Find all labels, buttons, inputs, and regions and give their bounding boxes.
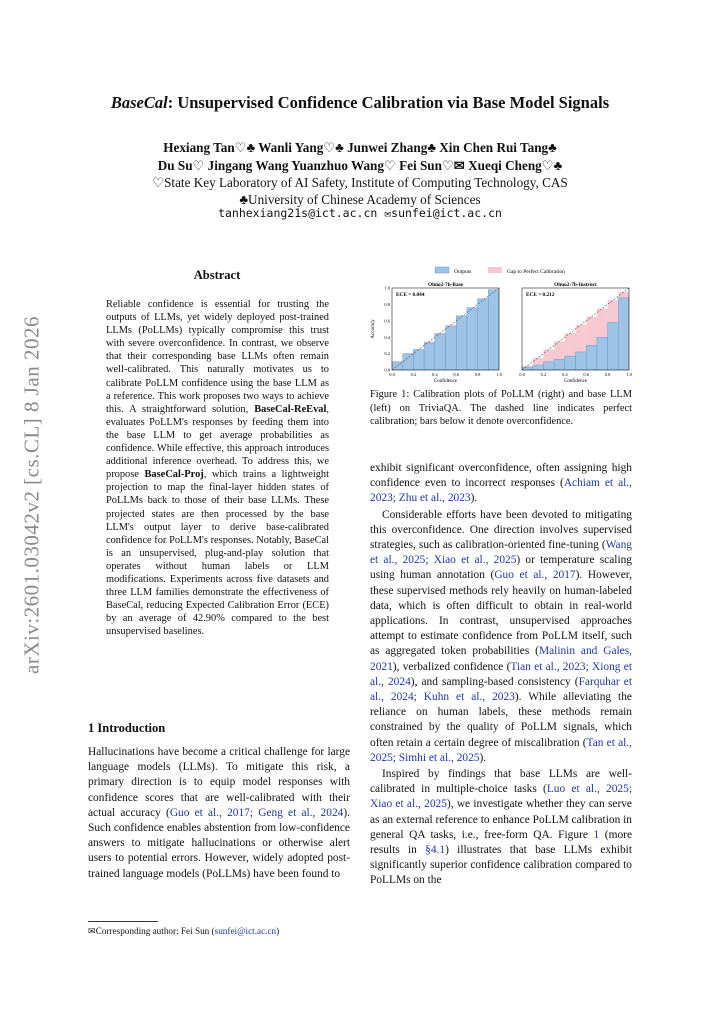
citation-link[interactable]: Achiam et al., 2023; Zhu et al., 2023 <box>370 477 632 505</box>
y-tick-label: 1.0 <box>384 285 390 291</box>
citation-link[interactable]: Guo et al., 2017 <box>494 569 576 582</box>
method-name-proj: BaseCal-Proj <box>144 469 204 481</box>
author-list <box>60 139 660 175</box>
paper-title: BaseCal: Unsupervised Confidence Calibration via Base Model Signals <box>110 93 610 112</box>
data-bar <box>435 334 446 370</box>
data-bar <box>576 352 587 370</box>
x-tick-label: 0.6 <box>453 372 460 377</box>
legend-label-gap: Gap to Perfect Calibration <box>507 269 565 275</box>
citation-link[interactable]: Tan et al., 2025; Simhi et al., 2025 <box>370 736 632 764</box>
data-bar <box>403 354 414 370</box>
introduction-body: Hallucinations have become a critical challenge for large language models (LLMs). To mitigate this risk, a primary direction is to equip model responses with confidence scores that are well-calibrated with their actual accuracy (Guo et al., 2017; Geng et al., 2024). Such confidence enables abstention from low-confidence answers to mitigate hallucinations or otherwise alert users to potential errors. However, widely adopted post-trained language models (PoLLMs) have been found to <box>88 746 350 880</box>
data-bar <box>467 308 478 370</box>
chart-panel-1 <box>371 282 503 384</box>
x-tick-label: 1.0 <box>626 372 632 377</box>
legend-swatch-outputs <box>435 267 449 273</box>
method-name-reeval: BaseCal-ReEval <box>254 403 327 415</box>
chart-title: Olmo2-7b-Instruct <box>554 282 597 288</box>
right-column-body <box>370 461 632 889</box>
paragraph: Considerable efforts have been devoted to mitigating this overconfidence. One direction involves supervised strategies, such as calibration-oriented fine-tuning (Wang et al., 2025; Xiao et al., 2025) or temperature scaling using human annotation (Guo et al., 2017). However, these supervised methods rely heavily on human-labeled data, which is often difficult to obtain in real-world applications. In contrast, unsupervised approaches attempt to estimate confidence from PoLLM itself, such as aggregated token probabilities (Malinin and Gales, 2021), verbalized confidence (Tian et al., 2023; Xiong et al., 2024), and sampling-based consistency (Farquhar et al., 2024; Kuhn et al., 2023). While alleviating the reliance on human labels, these methods remain constrained by the quality of PoLLM signals, which often retain a certain degree of miscalibration (Tan et al., 2025; Simhi et al., 2025). <box>370 508 633 764</box>
x-tick-label: 0.8 <box>474 372 481 377</box>
affiliation-2: ♣University of Chinese Academy of Sciences <box>239 192 481 207</box>
x-tick-label: 0.8 <box>604 372 611 377</box>
figure-1 <box>370 262 633 386</box>
gap-bar <box>608 300 619 322</box>
footnote-rule <box>88 921 158 922</box>
gap-bar <box>533 358 544 365</box>
data-bar <box>533 365 544 370</box>
data-bar <box>522 368 533 370</box>
figure-caption: Figure 1: Calibration plots of PoLLM (right) and base LLM (left) on TriviaQA. The dashed line indicates perfect calibration; bars below it denote overconfidence. <box>370 389 632 427</box>
x-tick-label: 0.6 <box>583 372 590 377</box>
citation-link[interactable]: Tian et al., 2023; Xiong et al., 2024 <box>370 660 632 688</box>
calibration-plots <box>370 262 633 386</box>
ece-annotation: ECE = 0.044 <box>396 292 425 298</box>
data-bar <box>565 356 576 370</box>
chart-title: Olmo2-7b-Base <box>427 282 464 288</box>
section-ref-link[interactable]: §4.1 <box>425 844 446 857</box>
x-tick-label: 0.2 <box>540 372 547 377</box>
y-tick-label: 0.6 <box>384 318 390 324</box>
data-bar <box>488 290 499 370</box>
data-bar <box>586 345 597 370</box>
gap-bar <box>586 317 597 346</box>
paragraph: exhibit significant overconfidence, often assigning high confidence even to incorrect responses (Achiam et al., 2023; Zhu et al., 2023). <box>370 462 632 505</box>
data-bar <box>478 299 489 370</box>
x-tick-label: 0.2 <box>410 372 417 377</box>
x-tick-label: 0.0 <box>519 372 525 377</box>
y-axis-label: Accuracy <box>371 319 376 339</box>
legend-swatch-gap <box>488 267 502 273</box>
affiliations <box>60 174 660 208</box>
gap-bar <box>543 350 554 362</box>
citation-link[interactable]: Guo et al., 2017; Geng et al., 2024 <box>169 806 344 819</box>
affiliation-1: ♡State Key Laboratory of AI Safety, Institute of Computing Technology, CAS <box>152 175 568 190</box>
abstract-heading: Abstract <box>193 268 241 282</box>
x-tick-label: 1.0 <box>496 372 502 377</box>
x-tick-label: 0.4 <box>561 372 568 377</box>
abstract-body: Reliable confidence is essential for trusting the outputs of LLMs, yet widely deployed post-trained LLMs (PoLLMs) typically compromise this trust with severe overconfidence. In contrast, we observe that their corresponding base LLMs often remain well-calibrated. This naturally motivates us to calibrate PoLLM confidence using the base LLM as a reference. This work proposes two ways to achieve this. A straightforward solution, BaseCal-ReEval, evaluates PoLLM's responses by feeding them into the base LLM to get average probabilities as confidence. While effective, this approach introduces additional inference overhead. To address this, we propose BaseCal-Proj, which trains a lightweight projection to map the final-layer hidden states of PoLLMs back to those of their base LLMs. These projected states are then processed by the base LLM's output layer to derive base-calibrated confidence for PoLLM's responses. Notably, BaseCal is an unsupervised, plug-and-play solution that operates without human labels or LLM modifications. Experiments across five datasets and three LLM families demonstrate the effectiveness of BaseCal, reducing Expected Calibration Error (ECE) by an average of 42.90% compared to the best unsupervised baselines. <box>106 299 329 638</box>
chart-panel-2 <box>519 282 632 384</box>
section-heading-introduction: 1 Introduction <box>88 721 166 735</box>
figure-ref-link[interactable]: 1 <box>593 828 600 841</box>
figure-legend <box>435 267 565 275</box>
citation-link[interactable]: Wang et al., 2025; Xiao et al., 2025 <box>370 539 632 567</box>
y-tick-label: 0.2 <box>384 351 390 357</box>
data-bar <box>597 337 608 370</box>
authors-line-2: Du Su♡ Jingang Wang Yuanzhuo Wang♡ Fei Sun♡✉ Xueqi Cheng♡♣ <box>157 158 563 173</box>
y-tick-label: 0.8 <box>384 302 390 307</box>
y-tick-label: 0.0 <box>384 367 390 373</box>
gap-bar <box>597 309 608 338</box>
paragraph: Inspired by findings that base LLMs are well-calibrated in multiple-choice tasks (Luo et al., 2025; Xiao et al., 2025), we investigate whether they can serve as an external reference to enhance PoLLM calibration in general QA tasks, i.e., free-form QA. Figure 1 (more results in §4.1) illustrates that base LLMs exhibit significantly superior confidence calibration compared to PoLLMs on the <box>370 768 633 887</box>
data-bar <box>456 316 467 370</box>
citation-link[interactable]: Malinin and Gales, 2021 <box>370 645 632 673</box>
x-tick-label: 0.0 <box>389 372 395 377</box>
data-bar <box>446 327 457 370</box>
author-emails: tanhexiang21s@ict.ac.cn ✉sunfei@ict.ac.cn <box>218 206 502 220</box>
gap-bar <box>522 366 533 368</box>
citation-link[interactable]: Luo et al., 2025; Xiao et al., 2025 <box>370 783 632 811</box>
gap-bar <box>576 325 587 352</box>
data-bar <box>608 322 619 370</box>
data-bar <box>424 343 435 370</box>
citation-link[interactable]: Farquhar et al., 2024; Kuhn et al., 2023 <box>370 675 633 704</box>
authors-line-1: Hexiang Tan♡♣ Wanli Yang♡♣ Junwei Zhang♣ Xin Chen Rui Tang♣ <box>163 140 557 155</box>
arxiv-identifier: arXiv:2601.03042v2 [cs.CL] 8 Jan 2026 <box>19 316 44 674</box>
ece-annotation: ECE = 0.212 <box>526 292 555 298</box>
footnote-email-link[interactable]: sunfei@ict.ac.cn <box>214 926 277 936</box>
data-bar <box>618 298 629 370</box>
x-axis-label: Confidence <box>563 379 588 384</box>
data-bar <box>554 359 565 370</box>
footnote: ✉Corresponding author: Fei Sun (sunfei@ict.ac.cn) <box>88 926 280 936</box>
y-tick-label: 0.4 <box>384 334 390 340</box>
x-tick-label: 0.4 <box>431 372 438 377</box>
legend-label-outputs: Outputs <box>454 269 472 275</box>
gap-bar <box>565 333 576 356</box>
data-bar <box>543 362 554 370</box>
x-axis-label: Confidence <box>433 379 458 384</box>
